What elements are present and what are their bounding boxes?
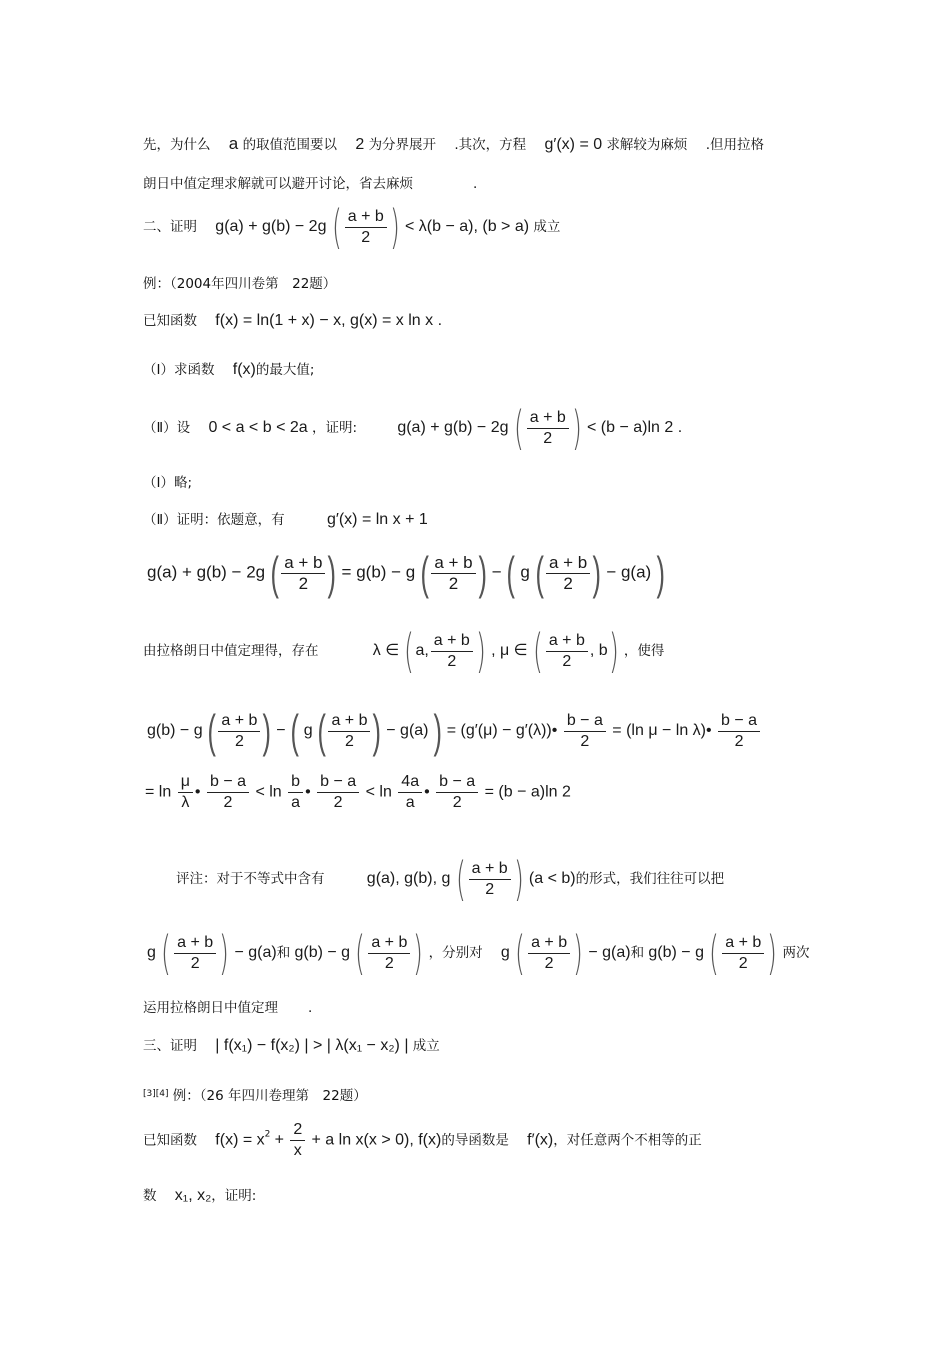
- example-2: [143, 1084, 367, 1104]
- note-line-3: [143, 996, 312, 1016]
- math-expression: < λ(b − a), (b > a): [405, 218, 530, 235]
- text: 为分界展开: [368, 137, 437, 153]
- math-expression: g′(x) = ln x + 1: [326, 511, 428, 528]
- example-1: [143, 272, 336, 292]
- text: 例：（2004年四川卷第 22题）: [143, 276, 337, 292]
- text: 两次: [782, 945, 810, 961]
- text-line-2: [143, 172, 477, 192]
- math-expression: = ln: [145, 783, 172, 801]
- question-1: [143, 358, 314, 379]
- text: 的最大值;: [255, 362, 315, 378]
- text: .: [473, 176, 478, 192]
- equation-a: g(a) + g(b) − 2g ( $\frac{a + b}{2}$ ) = g(b) − g ( $\frac{a + b}{2}$ ) − ( g ( $\frac{a + b}{2}$ ) − g(a) ): [147, 547, 665, 599]
- fraction: $\frac{a + b}{2}$: [174, 933, 216, 974]
- fraction: $\frac{a + b}{2}$: [218, 711, 260, 752]
- text: .但用拉格: [705, 137, 765, 153]
- fraction: $\frac{a + b}{2}$: [546, 553, 590, 594]
- section-title: 三、证明: [143, 1038, 197, 1054]
- text: （Ⅱ）设: [143, 420, 191, 436]
- lagrange-line: 由拉格朗日中值定理得，存在 λ ∈ (a, $\frac{a + b}{2}$ ) , μ ∈ ( $\frac{a + b}{2}$ , b) ，使得: [143, 624, 665, 678]
- text-line-1: [143, 133, 764, 154]
- text: （Ⅱ）证明：依题意，有: [143, 512, 285, 528]
- text: 和: [630, 945, 645, 961]
- text: 求解较为麻烦: [606, 137, 688, 153]
- fraction: $\frac{a + b}{2}$: [722, 933, 764, 974]
- section-title: 二、证明: [143, 219, 197, 235]
- question-2: （Ⅱ）设 0 < a < b < 2a ，证明: g(a) + g(b) − 2g ( $\frac{a + b}{2}$ ) < (b − a)ln 2 .: [143, 401, 683, 455]
- math-expression: = (b − a)ln 2: [484, 783, 571, 801]
- math-expression: g: [147, 944, 156, 961]
- math-exponent: 2: [264, 1129, 271, 1140]
- math-expression: f(x) = x: [215, 1131, 265, 1149]
- answer-1: [143, 471, 192, 491]
- fraction: $\frac{a + b}{2}$: [546, 631, 588, 672]
- text: 先，为什么: [143, 137, 211, 153]
- math-expression: f(x) = ln(1 + x) − x, g(x) = x ln x .: [215, 312, 443, 329]
- fraction: $\frac{a + b}{2}$: [527, 408, 569, 449]
- math-expression: − g(a): [386, 722, 429, 740]
- text: （Ⅰ）略;: [143, 475, 193, 491]
- math-expression: g(b) − g: [294, 944, 351, 961]
- math-expression: | f(x₁) − f(x₂) | > | λ(x₁ − x₂) |: [215, 1037, 409, 1054]
- fraction: $\frac{b - a}{2}$: [718, 711, 760, 752]
- math-expression: = g(b) − g: [341, 562, 416, 582]
- section-3-heading: [143, 1034, 440, 1055]
- math-expression: λ ∈: [372, 642, 400, 659]
- equation-b: g(b) − g ( $\frac{a + b}{2}$ ) − ( g ( $\frac{a + b}{2}$ ) − g(a) ) = (g′(μ) − g′(λ))• $\frac{b - a}{2}$ = (ln μ − ln λ)• $\frac{b - a}{2}$: [147, 708, 762, 754]
- text: 朗日中值定理求解就可以避开讨论，省去麻烦: [143, 176, 413, 192]
- fraction: $\frac{a + b}{2}$: [469, 859, 511, 900]
- fraction: $\frac{b}{a}$: [288, 772, 303, 813]
- math-expression: − g(a): [588, 944, 631, 961]
- math-expression: g(a) + g(b) − 2g: [215, 218, 327, 235]
- text: 评注：对于不等式中含有: [176, 871, 325, 887]
- fraction: $\frac{a + b}{2}$: [281, 553, 325, 594]
- fraction: $\frac{a + b}{2}$: [431, 631, 473, 672]
- math-expression: , μ ∈: [491, 642, 528, 659]
- fraction: $\frac{b - a}{2}$: [436, 772, 478, 813]
- text: 由拉格朗日中值定理得，存在: [143, 643, 319, 659]
- note-line-2: g ( $\frac{a + b}{2}$ ) − g(a)和 g(b) − g ( $\frac{a + b}{2}$ ) ，分别对 g ( $\frac{a + b}{2}$ ) − g(a)和 g(b) − g ( $\frac{a + b}{2}$ ) 两次: [147, 926, 810, 980]
- text: ，证明:: [211, 1188, 257, 1204]
- math-expression: = (ln μ − ln λ)•: [612, 722, 712, 740]
- math-expression: + a ln x(x > 0), f(x): [311, 1131, 442, 1149]
- text: 例：（26 年四川卷理第 22题）: [172, 1088, 367, 1104]
- math-operator: −: [276, 722, 286, 740]
- fraction: $\frac{a + b}{2}$: [328, 711, 370, 752]
- math-operator: +: [274, 1131, 285, 1149]
- math-expression: g(a) + g(b) − 2g: [147, 562, 266, 582]
- text: 运用拉格朗日中值定理: [143, 1000, 278, 1016]
- math-expression: < (b − a)ln 2 .: [587, 419, 683, 436]
- text: ，使得: [623, 643, 665, 659]
- text: 已知函数: [143, 1132, 197, 1149]
- math-expression: f′(x): [527, 1131, 554, 1149]
- fraction: $\frac{b - a}{2}$: [564, 711, 606, 752]
- known-function-2: [143, 1120, 702, 1161]
- note-line-1: 评注：对于不等式中含有 g(a), g(b), g ( $\frac{a + b}{2}$ ) (a < b)的形式，我们往往可以把: [176, 852, 725, 906]
- math-expression: g: [520, 562, 530, 582]
- fraction: $\frac{b - a}{2}$: [317, 772, 359, 813]
- fraction: $\frac{a + b}{2}$: [528, 933, 570, 974]
- last-line: [143, 1184, 256, 1205]
- math-expression: g(b) − g: [648, 944, 704, 961]
- fraction: $\frac{a + b}{2}$: [368, 933, 410, 974]
- math-expression: − g(a): [606, 562, 652, 582]
- text: 和: [276, 945, 291, 961]
- fraction: $\frac{b - a}{2}$: [207, 772, 249, 813]
- text: ，分别对: [428, 945, 483, 961]
- math-expression: a,: [415, 642, 429, 659]
- fraction: $\frac{\mu}{\lambda}$: [178, 772, 193, 813]
- section-2-heading: 二、证明 g(a) + g(b) − 2g ( $\frac{a + b}{2}$ ) < λ(b − a), (b > a) 成立: [143, 200, 561, 254]
- text: ，证明:: [311, 420, 358, 436]
- math-operator: −: [491, 562, 502, 582]
- math-equation: g′(x) = 0: [544, 136, 603, 153]
- equation-c: = ln $\frac{\mu}{\lambda}$ • $\frac{b - a}{2}$ < ln $\frac{b}{a}$ • $\frac{b - a}{2}$ < ln $\frac{4a}{a}$ • $\frac{b - a}{2}$ = (b − a)ln 2: [145, 773, 571, 811]
- math-expression: < ln: [365, 783, 392, 801]
- math-expression: = (g′(μ) − g′(λ))•: [446, 722, 558, 740]
- math-expression: g(b) − g: [147, 722, 203, 740]
- math-expression: x₁, x₂: [174, 1187, 212, 1204]
- text: 的取值范围要以: [242, 137, 338, 153]
- text: .其次，方程: [454, 137, 527, 153]
- math-expression: < ln: [255, 783, 282, 801]
- math-expression: g(a) + g(b) − 2g: [397, 419, 509, 436]
- known-function-1: [143, 309, 442, 330]
- answer-2: [143, 508, 428, 529]
- math-expression: (a < b): [528, 870, 576, 887]
- text: 成立: [412, 1038, 440, 1054]
- text: ，对任意两个不相等的正: [553, 1132, 702, 1149]
- math-var: a: [228, 134, 239, 153]
- text: 已知函数: [143, 313, 197, 329]
- math-expression: − g(a): [234, 944, 277, 961]
- reference-mark: [3][4]: [143, 1089, 169, 1099]
- math-expression: f(x): [232, 361, 256, 378]
- text: .: [308, 1000, 313, 1016]
- fraction: $\frac{4a}{a}$: [398, 772, 422, 813]
- math-expression: , b: [589, 642, 608, 659]
- math-expression: g: [500, 944, 510, 961]
- text: 数: [143, 1188, 157, 1204]
- fraction: $\frac{a + b}{2}$: [345, 207, 387, 248]
- math-expression: g(a), g(b), g: [366, 870, 451, 887]
- text: 成立: [533, 219, 561, 235]
- text: 的导函数是: [441, 1132, 509, 1149]
- math-number: 2: [355, 136, 365, 153]
- text: 的形式，我们往往可以把: [575, 871, 725, 887]
- math-expression: 0 < a < b < 2a: [208, 419, 308, 436]
- text: （Ⅰ）求函数: [143, 362, 215, 378]
- fraction: $\frac{2}{x}$: [290, 1120, 305, 1161]
- math-expression: g: [303, 722, 313, 740]
- fraction: $\frac{a + b}{2}$: [431, 553, 475, 594]
